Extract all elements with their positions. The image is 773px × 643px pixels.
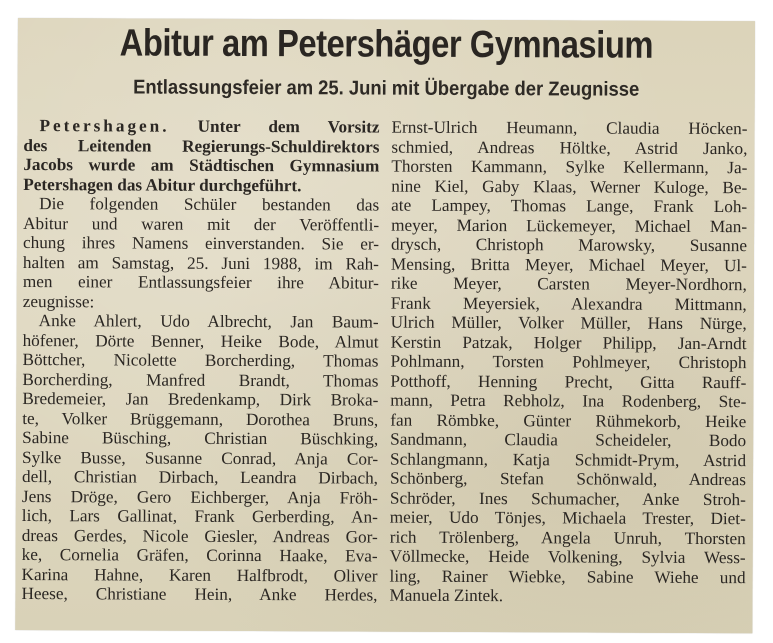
newspaper-clipping (15, 18, 755, 633)
names-line: Sabine Büsching, Christian Büschking, (22, 428, 379, 449)
dateline: Petershagen. (39, 116, 170, 136)
names-line: Kerstin Patzak, Holger Philipp, Jan-Arndt (390, 332, 747, 353)
names-line: dreas Gerdes, Nicole Giesler, Andreas Gor- (21, 525, 378, 547)
lead-line: Jacobs wurde am Städtischen Gymnasium (23, 155, 380, 176)
body-line: Die folgenden Schüler bestanden das (39, 194, 380, 215)
body-line: men einer Entlassungsfeier ihre Abitur- (22, 272, 379, 293)
names-line: Manuela Zintek. (389, 585, 504, 606)
names-line: fan Römbke, Günter Rühmekorb, Heike (390, 410, 747, 431)
names-line: Borcherding, Manfred Brandt, Thomas (22, 369, 379, 391)
names-line: Schönberg, Stefan Schönwald, Andreas (389, 468, 747, 490)
names-line: meyer, Marion Lückemeyer, Michael Man- (391, 215, 748, 236)
names-line: dell, Christian Dirbach, Leandra Dirbach, (21, 467, 379, 488)
names-line: Mensing, Britta Meyer, Michael Meyer, Ul- (390, 254, 747, 275)
names-line: Potthoff, Henning Precht, Gitta Rauff- (390, 371, 747, 392)
names-line: höfener, Dörte Benner, Heike Bode, Almut (22, 330, 379, 352)
names-line: te, Volker Brüggemann, Dorothea Bruns, (22, 408, 379, 430)
article-column-right (389, 118, 747, 607)
body-line: halten am Samstag, 25. Juni 1988, im Rah- (22, 252, 379, 274)
names-line: Frank Meyersiek, Alexandra Mittmann, (390, 293, 747, 314)
names-line: drysch, Christoph Marowsky, Susanne (390, 234, 748, 256)
names-line: nine Kiel, Gaby Klaas, Werner Kuloge, Be- (391, 176, 748, 197)
names-line: rich Trölenberg, Angela Unruh, Thorsten (389, 527, 746, 548)
names-line: Bredemeier, Jan Bredenkamp, Dirk Broka- (22, 389, 379, 410)
names-line: Jens Dröge, Gero Eichberger, Anja Fröh- (21, 486, 378, 508)
names-line: Schlangmann, Katja Schmidt-Prym, Astrid (390, 449, 747, 470)
lead-text: Unter dem Vorsitz (169, 116, 380, 137)
names-line: Böttcher, Nicolette Borcherding, Thomas (22, 350, 379, 371)
body-line: chung ihres Namens einverstanden. Sie er- (22, 233, 380, 254)
body-line: zeugnisse: (22, 291, 95, 311)
names-line: ling, Rainer Wiebke, Sabine Wiehe und (389, 566, 746, 587)
names-line: Heese, Christiane Hein, Anke Herdes, (21, 584, 378, 605)
lead-line: Petershagen das Abitur durchgeführt. (23, 174, 302, 195)
names-line: Thorsten Kammann, Sylke Kellermann, Ja- (391, 156, 748, 178)
lead-line (23, 116, 379, 137)
names-line: ate Lampey, Thomas Lange, Frank Loh- (391, 195, 748, 217)
names-line: Anke Ahlert, Udo Albrecht, Jan Baum- (38, 311, 379, 332)
names-line: Pohlmann, Torsten Pohlmeyer, Christoph (390, 351, 747, 373)
names-line: ke, Cornelia Gräfen, Corinna Haake, Eva- (21, 545, 378, 566)
names-line: Völlmecke, Heide Volkening, Sylvia Wess- (389, 546, 746, 568)
lead-line: des Leitenden Regierungs-Schuldirektors (23, 135, 380, 157)
headline: Abitur am Petershäger Gymnasium (119, 22, 654, 67)
names-line: schmied, Andreas Höltke, Astrid Janko, (391, 137, 748, 158)
names-line: Karina Hahne, Karen Halfbrodt, Oliver (21, 564, 378, 586)
names-line: Schröder, Ines Schumacher, Anke Stroh- (389, 488, 746, 509)
article-column-left (21, 116, 379, 605)
subheadline: Entlassungsfeier am 25. Juni mit Übergabe der Zeugnisse (133, 76, 640, 101)
names-line: Ulrich Müller, Volker Müller, Hans Nürge, (390, 312, 747, 334)
names-line: lich, Lars Gallinat, Frank Gerberding, An- (21, 506, 378, 527)
names-line: Sandmann, Claudia Scheideler, Bodo (390, 429, 747, 451)
names-line: Sylke Busse, Susanne Conrad, Anja Cor- (22, 447, 379, 469)
names-line: mann, Petra Rebholz, Ina Rodenberg, Ste- (390, 390, 747, 412)
names-line: meier, Udo Tönjes, Michaela Trester, Diet- (389, 507, 746, 529)
names-line: Ernst-Ulrich Heumann, Claudia Höcken- (391, 117, 748, 139)
body-line: Abitur und waren mit der Veröffentli- (23, 213, 380, 235)
names-line: rike Meyer, Carsten Meyer-Nordhorn, (390, 273, 747, 295)
